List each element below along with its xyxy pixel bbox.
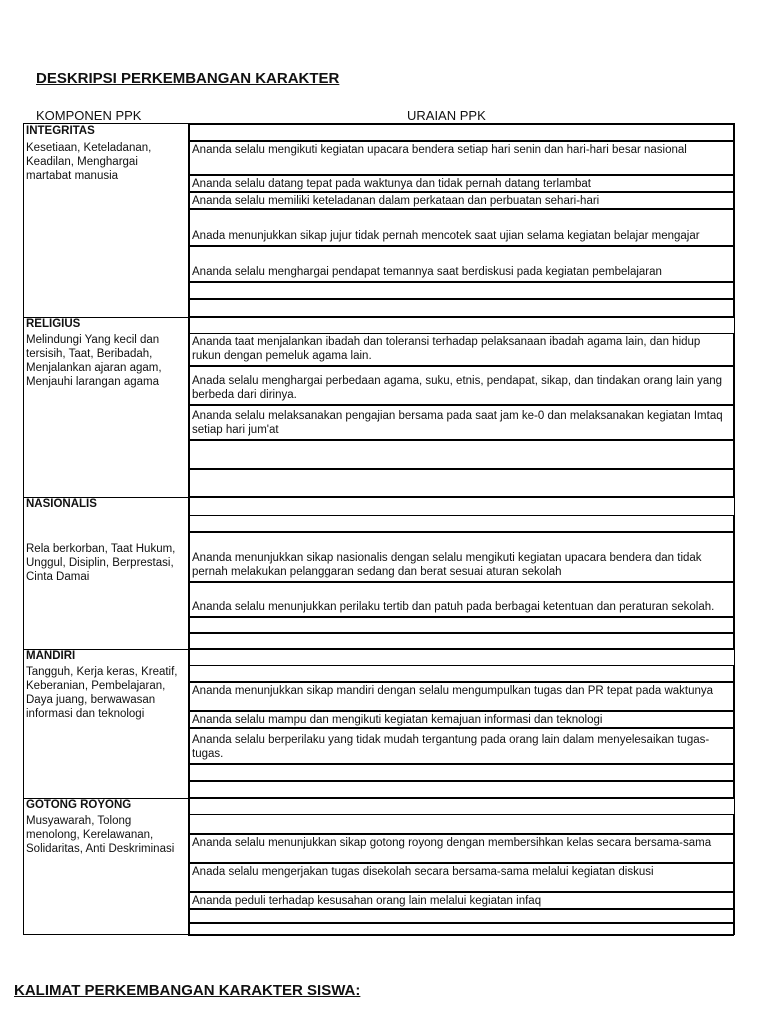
uraian-text: Ananda menunjukkan sikap mandiri dengan selalu mengumpulkan tugas dan PR tepat pada waktunya: [192, 685, 714, 697]
uraian-cell: [188, 923, 734, 936]
uraian-cell: [188, 299, 734, 317]
uraian-text: Ananda selalu menunjukkan perilaku tertib dan patuh pada berbagai ketentuan dan peraturan sekolah.: [192, 601, 715, 613]
category-description: Rela berkorban, Taat Hukum, Unggul, Disiplin, Berprestasi, Cinta Damai: [26, 543, 176, 583]
uraian-cell: [188, 366, 734, 405]
uraian-cell: [188, 515, 734, 532]
uraian-text: Ananda peduli terhadap kesusahan orang lain melalui kegiatan infaq: [192, 895, 542, 907]
uraian-cell: [188, 781, 734, 798]
category-description: Tangguh, Kerja keras, Kreatif, Keberanian, Pembelajaran, Daya juang, berwawasan informasi dan teknologi: [26, 666, 178, 720]
uraian-cell: [188, 333, 734, 366]
category-label: INTEGRITAS: [26, 125, 95, 137]
uraian-cell: [188, 246, 734, 282]
uraian-cell: [188, 665, 734, 682]
uraian-cell: [188, 282, 734, 299]
uraian-cell: [188, 175, 734, 192]
uraian-cell: [188, 711, 734, 728]
ppk-table: [23, 123, 735, 935]
category-label: NASIONALIS: [26, 498, 97, 510]
category-label: MANDIRI: [26, 650, 76, 662]
category-label: GOTONG ROYONG: [26, 799, 132, 811]
uraian-cell: [188, 834, 734, 863]
category-description: Melindungi Yang kecil dan tersisih, Taat, Beribadah, Menjalankan ajaran agam, Menjauhi larangan agama: [26, 334, 162, 388]
uraian-cell: [188, 440, 734, 469]
category-description: Kesetiaan, Keteladanan, Keadilan, Menghargai martabat manusia: [26, 142, 152, 182]
uraian-cell: [188, 532, 734, 582]
uraian-text: Ananda selalu memiliki keteladanan dalam perkataan dan perbuatan sehari-hari: [192, 195, 600, 207]
uraian-text: Ananda selalu melaksanakan pengajian bersama pada saat jam ke-0 dan melaksanakan kegiatan Imtaq setiap hari jum'at: [192, 410, 723, 436]
uraian-cell: [188, 909, 734, 923]
uraian-cell: [188, 405, 734, 440]
section-rule: [24, 649, 734, 650]
uraian-cell: [188, 192, 734, 209]
uraian-cell: [188, 764, 734, 781]
uraian-cell: [188, 682, 734, 711]
header-uraian-ppk: URAIAN PPK: [407, 108, 486, 123]
section-rule: [24, 497, 734, 498]
uraian-cell: [188, 209, 734, 246]
section-title-kalimat: KALIMAT PERKEMBANGAN KARAKTER SISWA:: [14, 982, 361, 999]
uraian-text: Ananda taat menjalankan ibadah dan toleransi terhadap pelaksanaan ibadah agama lain, dan hidup rukun dengan pemeluk agama lain.: [192, 336, 701, 362]
uraian-cell: [188, 124, 734, 141]
uraian-text: Anada selalu menghargai perbedaan agama, suku, etnis, pendapat, sikap, dan tindakan orang lain yang berbeda dari dirinya.: [192, 375, 723, 401]
uraian-cell: [188, 582, 734, 617]
uraian-cell: [188, 814, 734, 834]
uraian-text: Ananda selalu datang tepat pada waktunya dan tidak pernah datang terlambat: [192, 178, 591, 190]
uraian-cell: [188, 633, 734, 649]
uraian-text: Ananda selalu menghargai pendapat temannya saat berdiskusi pada kegiatan pembelajaran: [192, 266, 662, 278]
uraian-text: Anada selalu mengerjakan tugas disekolah secara bersama-sama melalui kegiatan diskusi: [192, 866, 654, 878]
uraian-cell: [188, 892, 734, 909]
header-komponen-ppk: KOMPONEN PPK: [36, 108, 142, 123]
uraian-text: Anada menunjukkan sikap jujur tidak pernah mencotek saat ujian selama kegiatan belajar mengajar: [192, 230, 700, 242]
uraian-cell: [188, 469, 734, 497]
category-description: Musyawarah, Tolong menolong, Kerelawanan, Solidaritas, Anti Deskriminasi: [26, 815, 175, 855]
category-label: RELIGIUS: [26, 318, 81, 330]
uraian-text: Ananda selalu berperilaku yang tidak mudah tergantung pada orang lain dalam menyelesaikan tugas-tugas.: [192, 734, 710, 760]
document-title: DESKRIPSI PERKEMBANGAN KARAKTER: [36, 70, 340, 87]
section-rule: [24, 317, 734, 318]
uraian-text: Ananda selalu mampu dan mengikuti kegiatan kemajuan informasi dan teknologi: [192, 714, 603, 726]
uraian-cell: [188, 728, 734, 764]
uraian-text: Ananda selalu mengikuti kegiatan upacara bendera setiap hari senin dan hari-hari besar nasional: [192, 144, 687, 156]
uraian-text: Ananda menunjukkan sikap nasionalis dengan selalu mengikuti kegiatan upacara bendera dan tidak pernah melakukan pelanggaran sedang dan berat sesuai aturan sekolah: [192, 552, 702, 578]
uraian-text: Ananda selalu menunjukkan sikap gotong royong dengan membersihkan kelas secara bersama-sama: [192, 837, 712, 849]
uraian-cell: [188, 141, 734, 175]
uraian-cell: [188, 863, 734, 892]
uraian-cell: [188, 617, 734, 633]
